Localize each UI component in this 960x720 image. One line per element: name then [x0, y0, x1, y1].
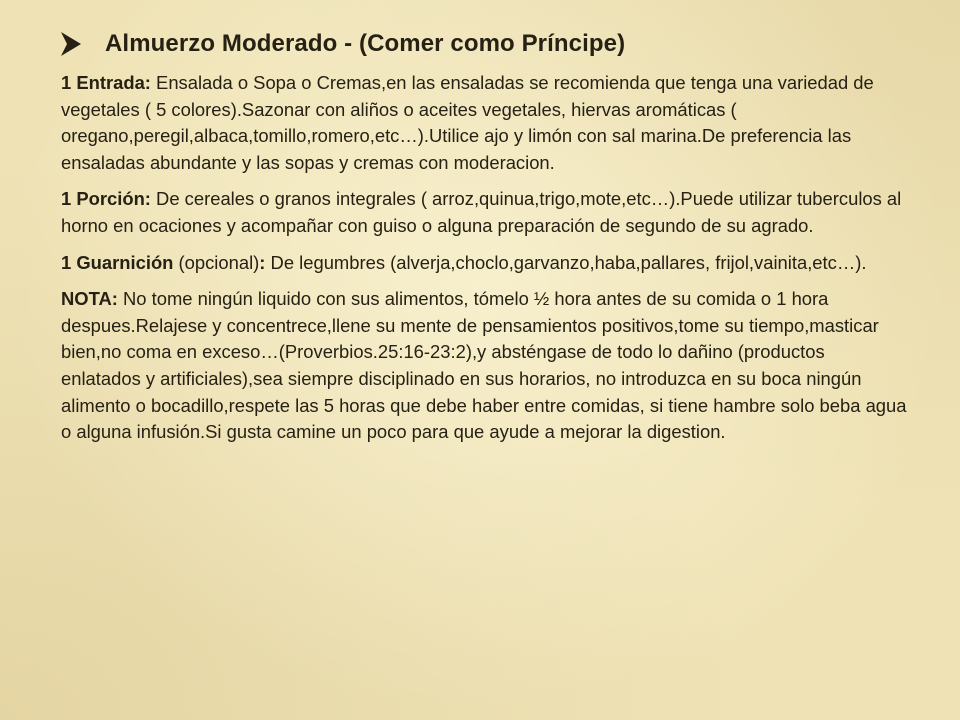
porcion-label: 1 Porción: [61, 188, 151, 210]
porcion-text: De cereales o granos integrales ( arroz,quinua,trigo,mote,etc…).Puede utilizar tuberculos al horno en ocaciones y acompañar con guiso o alguna preparación de segundo de su agrado. [61, 188, 902, 236]
arrow-bullet-icon [60, 31, 82, 57]
paragraph-porcion [61, 186, 909, 239]
nota-text: No tome ningún liquido con sus alimentos, tómelo ½ hora antes de su comida o 1 hora despues.Relajese y concentrece,llene su mente de pensamientos positivos,tome su tiempo,masticar bien,no coma en exceso…(Proverbios.25:16-23:2),y absténgase de todo lo dañino (productos enlatados y artificiales),sea siempre disciplinado en sus horarios, no introduzca en su boca ningún alimento o bocadillo,respete las 5 horas que debe haber entre comidas, si tiene hambre solo beba agua o alguna infusión.Si gusta camine un poco para que ayude a mejorar la digestion. [61, 288, 907, 443]
slide-body [61, 70, 909, 456]
guarnicion-text: De legumbres (alverja,choclo,garvanzo,haba,pallares, frijol,vainita,etc…). [265, 251, 867, 273]
paragraph-entrada [61, 70, 909, 176]
entrada-text: Ensalada o Sopa o Cremas,en las ensaladas se recomienda que tenga una variedad de vegetales ( 5 colores).Sazonar con aliños o aceites vegetales, hiervas aromáticas ( oregano,peregil,albaca,tomillo,romero,etc…).Utilice ajo y limón con sal marina.De preferencia las ensaladas abundante y las sopas y cremas con moderacion. [61, 72, 874, 173]
guarnicion-colon: : [259, 251, 266, 273]
entrada-label: 1 Entrada: [61, 72, 151, 93]
slide-title: Almuerzo Moderado - (Comer como Príncipe) [105, 30, 626, 57]
slide-title-row [60, 30, 625, 58]
guarnicion-label: 1 Guarnición [61, 251, 174, 273]
paragraph-nota [61, 286, 909, 446]
nota-label: NOTA: [61, 288, 118, 310]
guarnicion-optional: (opcional) [173, 251, 260, 273]
paragraph-guarnicion [61, 250, 909, 277]
